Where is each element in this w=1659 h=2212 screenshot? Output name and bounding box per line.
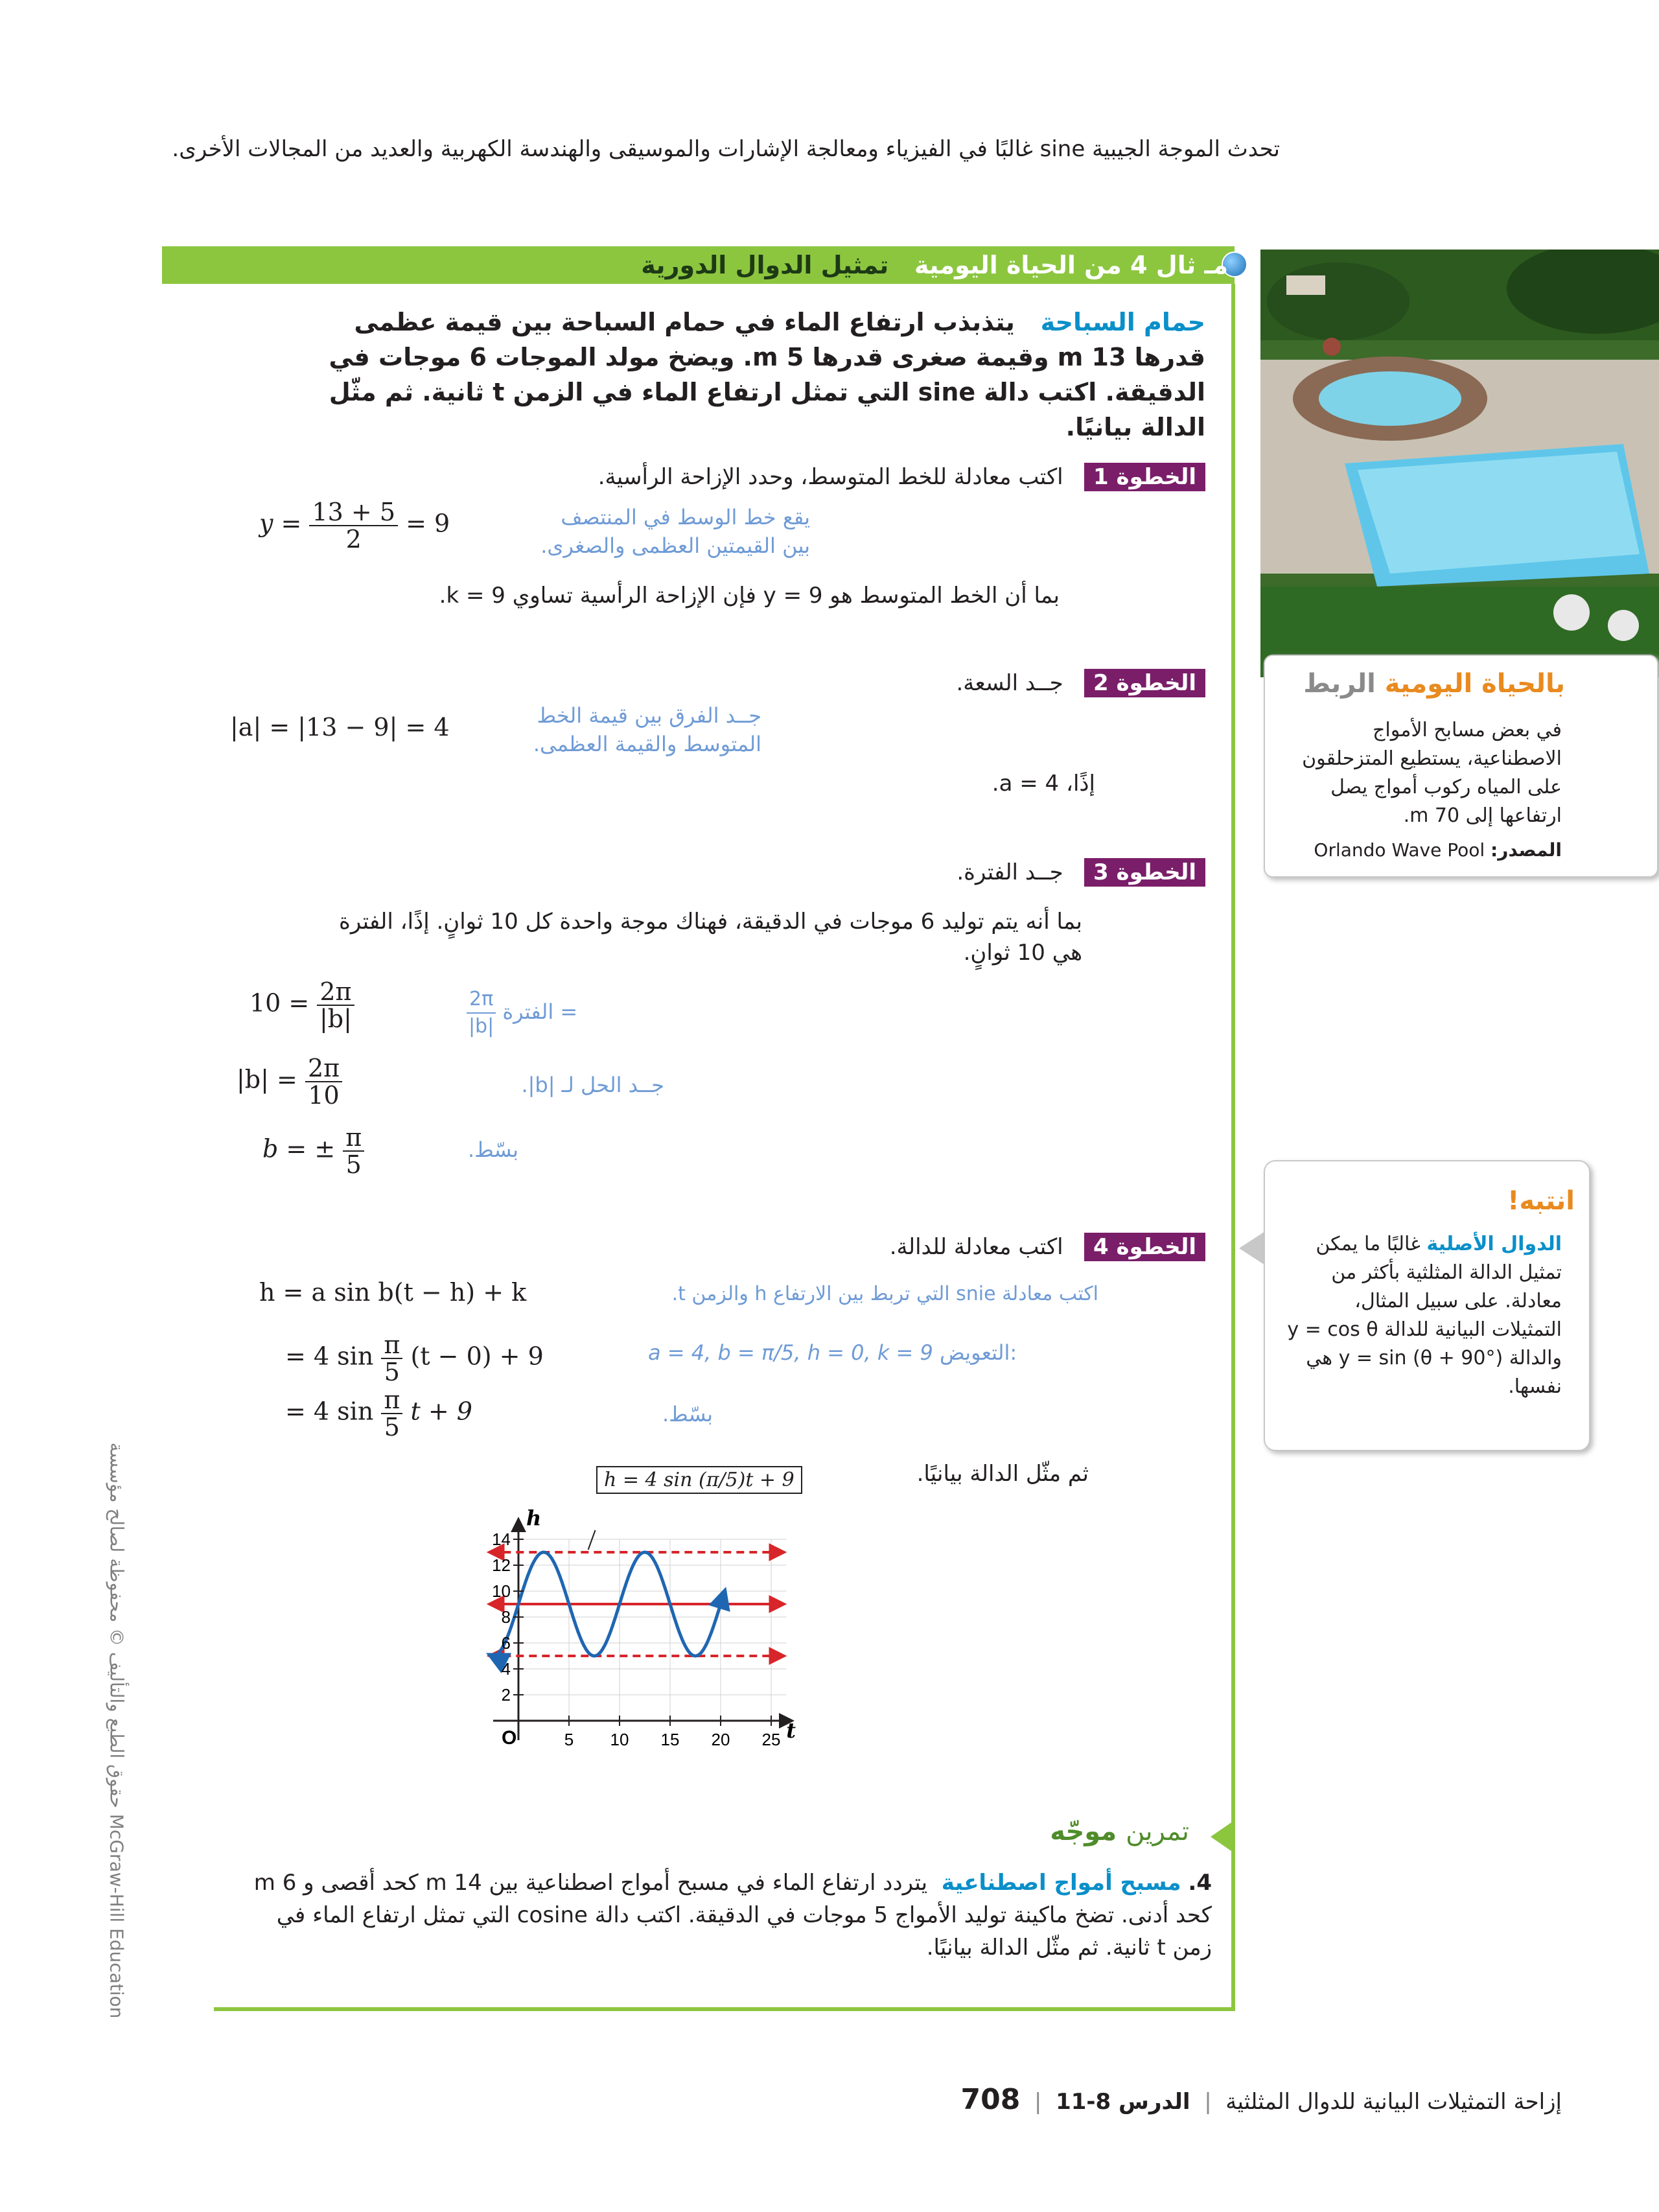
practice-marker bbox=[1211, 1822, 1231, 1851]
step3-eq3-num: π bbox=[343, 1124, 364, 1152]
copyright-text: حقوق الطبع والتأليف © محفوظة لصالح مؤسسة McGraw-Hill Education bbox=[106, 1442, 128, 2019]
step1-eq-lhs: y = bbox=[259, 509, 302, 538]
step4-text: اكتب معادلة للدالة. bbox=[889, 1234, 1063, 1260]
problem-text: يتذبذب ارتفاع الماء في حمام السباحة بين قيمة عظمى قدرها 13 m وقيمة صغرى قدرها 5 m. ويضخ مولد الموجات 6 موجات في الدقيقة. اكتب دالة sine التي تمثل ارتفاع الماء في الزمن t ثانية. ثم مثّل الدالة بيانيًا. bbox=[329, 308, 1205, 441]
step3-eq1-den: |b| bbox=[319, 1005, 352, 1033]
step3-note3: بسّط. bbox=[468, 1137, 518, 1162]
x-tick-label: 5 bbox=[564, 1730, 574, 1749]
step1-eq-num: 13 + 5 bbox=[309, 499, 398, 526]
step2-text: جــد السعة. bbox=[956, 670, 1063, 696]
wave-pool-photo bbox=[1260, 250, 1659, 677]
chart-grid bbox=[518, 1539, 786, 1721]
step2-note bbox=[463, 701, 761, 758]
example-border-right bbox=[1231, 284, 1235, 2011]
step3-eq1-num: 2π bbox=[317, 979, 354, 1006]
problem-label: حمام السباحة bbox=[1040, 308, 1205, 336]
step4-eq3-num: π bbox=[381, 1387, 402, 1414]
origin-label: O bbox=[502, 1727, 517, 1749]
banner-prefix: مـ ثال 4 من الحياة اليومية bbox=[914, 251, 1228, 279]
photo-illustration bbox=[1260, 250, 1659, 677]
x-tick-label: 15 bbox=[660, 1730, 680, 1749]
step4-eq1: h = a sin b(t − h) + k bbox=[259, 1278, 527, 1307]
step4-eq2-a: = 4 sin bbox=[285, 1342, 374, 1371]
watch-box-body: غالبًا ما يمكن تمثيل الدالة المثلثية بأكثر من معادلة. على سبيل المثال، التمثيلات البيانية للدالة y = cos θ والدالة y = sin (θ + 90°) هي نفسها. bbox=[1287, 1233, 1562, 1398]
y-tick-label: 14 bbox=[492, 1530, 511, 1549]
step4-note2-label: التعويض: bbox=[940, 1340, 1017, 1365]
step1-note-line2: بين القيمتين العظمى والصغرى. bbox=[540, 533, 810, 558]
y-tick-label: 10 bbox=[492, 1581, 511, 1601]
exercise-text: يتردد ارتفاع الماء في مسبح أمواج اصطناعية بين 14 m كحد أقصى و 6 m كحد أدنى. تضخ ماكينة توليد الأمواج 5 موجات في الدقيقة. اكتب دالة cosine التي تمثل ارتفاع الماء في زمن t ثانية. ثم مثّل الدالة بيانيًا. bbox=[253, 1870, 1212, 1961]
step4-label: الخطوة 4 bbox=[1084, 1233, 1205, 1261]
step2-label: الخطوة 2 bbox=[1084, 669, 1205, 697]
x-tick-label: 25 bbox=[761, 1730, 781, 1749]
y-tick-label: 8 bbox=[501, 1607, 511, 1627]
step1-text: اكتب معادلة للخط المتوسط، وحدد الإزاحة الرأسية. bbox=[597, 464, 1063, 490]
step1-eq-fraction bbox=[309, 499, 398, 552]
step4-eq3-a: = 4 sin bbox=[285, 1397, 374, 1426]
y-tick-label: 12 bbox=[492, 1555, 511, 1575]
step2-heading bbox=[956, 668, 1205, 699]
link-box-title-a: الربط bbox=[1303, 669, 1376, 699]
step2-note-line1: جــد الفرق بين قيمة الخط bbox=[537, 703, 761, 728]
step3-eq3-lhs: b = ± bbox=[262, 1134, 336, 1163]
y-tick-label: 4 bbox=[501, 1659, 511, 1679]
step1-note-line1: يقع خط الوسط في المنتصف bbox=[561, 505, 810, 530]
step3-paragraph: بما أنه يتم توليد 6 موجات في الدقيقة، فهناك موجة واحدة كل 10 ثوانٍ. إذًا، الفترة هي 10 ثوانٍ. bbox=[339, 909, 1082, 966]
link-box-text: في بعض مسابح الأمواج الاصطناعية، يستطيع المتزحلقون على المياه ركوب أمواج يصل ارتفاعها إلى 70 m. bbox=[1302, 719, 1562, 827]
x-tick-label: 20 bbox=[711, 1730, 730, 1749]
x-tick-label: 10 bbox=[610, 1730, 629, 1749]
watch-box-pointer bbox=[1239, 1231, 1265, 1265]
step4-eq2-b: (t − 0) + 9 bbox=[410, 1342, 544, 1371]
step1-eq-den: 2 bbox=[345, 525, 362, 553]
step1-heading bbox=[598, 461, 1205, 493]
step1-conclusion: بما أن الخط المتوسط هو y = 9 فإن الإزاحة الرأسية تساوي k = 9. bbox=[439, 583, 1060, 609]
step1-equation bbox=[259, 499, 450, 552]
step4-eq2 bbox=[285, 1332, 544, 1385]
step2-note-line2: المتوسط والقيمة العظمى. bbox=[533, 732, 761, 756]
step4-eq3-b: t + 9 bbox=[410, 1397, 472, 1426]
link-box-source-value: Orlando Wave Pool bbox=[1314, 839, 1485, 861]
step3-note1 bbox=[467, 986, 577, 1040]
copyright-vertical bbox=[97, 1406, 136, 2055]
x-axis-label: t bbox=[786, 1718, 796, 1743]
step4-eq2-num: π bbox=[381, 1332, 402, 1359]
link-box-title bbox=[1303, 669, 1565, 699]
watch-box-label: الدوال الأصلية bbox=[1426, 1233, 1562, 1255]
link-box-title-b: بالحياة اليومية bbox=[1384, 669, 1565, 699]
step3-eq1-lhs: 10 = bbox=[249, 988, 310, 1018]
step3-eq1 bbox=[249, 979, 354, 1032]
step1-eq-rhs: = 9 bbox=[406, 509, 450, 538]
intro-paragraph: تحدث الموجة الجيبية sine غالبًا في الفيزياء ومعالجة الإشارات والموسيقى والهندسة الكهربية والعديد من المجالات الأخرى. bbox=[172, 136, 1280, 162]
y-tick-label: 2 bbox=[501, 1685, 511, 1705]
step4-graph-text: ثم مثّل الدالة بيانيًا. bbox=[916, 1461, 1089, 1487]
example-border-bottom bbox=[214, 2007, 1235, 2011]
practice-heading bbox=[1050, 1817, 1189, 1846]
step1-note bbox=[486, 503, 810, 560]
step4-note3: بسّط. bbox=[662, 1402, 713, 1426]
step3-eq3 bbox=[262, 1124, 364, 1178]
step4-note2-eq: a = 4, b = π/5, h = 0, k = 9 bbox=[648, 1340, 933, 1365]
footer-title: إزاحة التمثيلات البيانية للدوال المثلثية bbox=[1225, 2089, 1562, 2115]
watch-box-title: انتبه! bbox=[1507, 1186, 1575, 1216]
step3-label: الخطوة 3 bbox=[1084, 858, 1205, 887]
y-tick-label: 6 bbox=[501, 1633, 511, 1653]
page-number: 708 bbox=[960, 2083, 1021, 2116]
step4-eq3-den: 5 bbox=[384, 1413, 400, 1441]
step4-eq3-fraction bbox=[381, 1387, 402, 1440]
step3-note1-den: |b| bbox=[468, 1015, 494, 1038]
step3-note1-num: 2π bbox=[467, 986, 496, 1014]
equation-pointer bbox=[588, 1530, 596, 1550]
footer-lesson: الدرس 8-11 bbox=[1056, 2089, 1190, 2115]
step3-text: جــد الفترة. bbox=[957, 859, 1063, 885]
step3-heading bbox=[957, 857, 1205, 888]
practice-heading-suffix: موجّه bbox=[1050, 1817, 1117, 1846]
link-box-source bbox=[1314, 839, 1562, 861]
step4-heading bbox=[890, 1231, 1205, 1263]
exercise-number: 4. bbox=[1188, 1870, 1212, 1896]
step2-equation: |a| = |13 − 9| = 4 bbox=[230, 713, 450, 741]
step4-eq3 bbox=[285, 1387, 472, 1440]
step3-eq2-num: 2π bbox=[305, 1055, 342, 1082]
step3-eq3-fraction bbox=[343, 1124, 364, 1178]
watch-box-text bbox=[1283, 1230, 1562, 1401]
step4-eq2-den: 5 bbox=[384, 1358, 400, 1386]
step3-eq3-den: 5 bbox=[345, 1150, 362, 1179]
graph-equation-label: h = 4 sin (π/5)t + 9 bbox=[596, 1466, 802, 1494]
link-box-source-label: المصدر: bbox=[1491, 839, 1562, 861]
example-banner-title bbox=[641, 250, 1228, 281]
step3-eq1-fraction bbox=[317, 979, 354, 1032]
banner-topic: تمثيل الدوال الدورية bbox=[641, 251, 889, 279]
sine-graph bbox=[454, 1461, 868, 1760]
step4-note2 bbox=[648, 1338, 1017, 1367]
page-footer: إزاحة التمثيلات البيانية للدوال المثلثية | الدرس 8-11 | 708 bbox=[960, 2083, 1562, 2116]
exercise-label: مسبح أمواج اصطناعية bbox=[941, 1870, 1181, 1896]
step3-note1-fraction bbox=[467, 986, 496, 1040]
chart-reference-lines bbox=[490, 1552, 783, 1656]
step1-label: الخطوة 1 bbox=[1084, 463, 1205, 491]
step3-note1-label: الفترة = bbox=[502, 999, 578, 1024]
practice-heading-prefix: تمرين bbox=[1126, 1817, 1189, 1846]
y-axis-label: h bbox=[526, 1506, 542, 1530]
problem-statement bbox=[298, 305, 1205, 445]
step3-note2: جــد الحل لـ |b|. bbox=[521, 1073, 664, 1097]
step4-eq2-fraction bbox=[381, 1332, 402, 1385]
step4-note1: اكتب معادلة snie التي تربط بين الارتفاع h والزمن t. bbox=[671, 1283, 1098, 1305]
step3-eq2-den: 10 bbox=[308, 1081, 340, 1110]
step2-conclusion: إذًا، a = 4. bbox=[992, 771, 1095, 797]
step3-eq2-lhs: |b| = bbox=[237, 1065, 297, 1094]
step3-eq2-fraction bbox=[305, 1055, 342, 1108]
practice-exercise bbox=[240, 1867, 1212, 1964]
chart-labels bbox=[502, 1506, 796, 1749]
step3-eq2 bbox=[237, 1055, 342, 1108]
